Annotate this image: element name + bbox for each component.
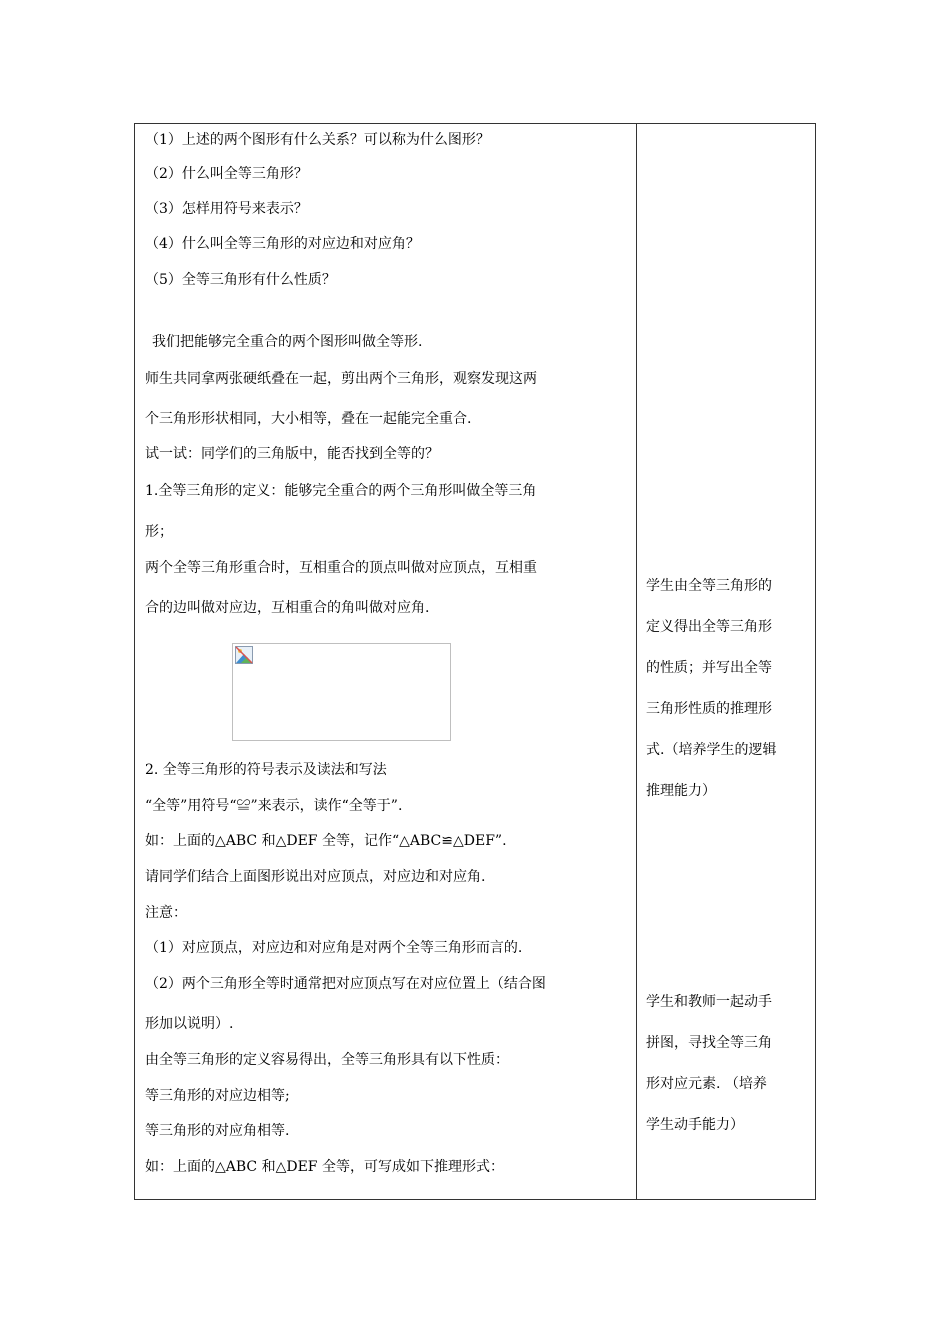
definition-line-2: 形；: [145, 524, 173, 540]
example-notation-line: 如：上面的△ABC 和△DEF 全等，记作“△ABC≌△DEF”.: [145, 833, 507, 849]
note-1: （1）对应顶点，对应边和对应角是对两个全等三角形而言的.: [145, 940, 523, 956]
try-it-line: 试一试：同学们的三角版中，能否找到全等的？: [145, 446, 439, 462]
side-note-1-line-6: 推理能力）: [646, 783, 716, 799]
note-2-line-2: 形加以说明）.: [145, 1016, 234, 1032]
side-note-1-line-1: 学生由全等三角形的: [646, 578, 772, 594]
instruction-line: 请同学们结合上面图形说出对应顶点，对应边和对应角.: [145, 869, 486, 885]
property-angles: 等三角形的对应角相等.: [145, 1123, 290, 1139]
side-note-1-line-4: 三角形性质的推理形: [646, 701, 772, 717]
side-note-2-line-2: 拼图，寻找全等三角: [646, 1035, 772, 1051]
activity-paragraph-line-1: 师生共同拿两张硬纸叠在一起，剪出两个三角形，观察发现这两: [145, 371, 537, 387]
question-3: （3）怎样用符号来表示？: [145, 201, 308, 217]
side-note-2-line-4: 学生动手能力）: [646, 1117, 744, 1133]
correspondence-line-2: 合的边叫做对应边，互相重合的角叫做对应角.: [145, 600, 430, 616]
side-note-1-line-5: 式.（培养学生的逻辑: [646, 742, 777, 758]
question-5: （5）全等三角形有什么性质？: [145, 272, 336, 288]
question-2: （2）什么叫全等三角形？: [145, 166, 308, 182]
figure-placeholder: [232, 643, 451, 741]
property-sides: 等三角形的对应边相等;: [145, 1088, 290, 1104]
note-label: 注意：: [145, 905, 187, 921]
section-2-heading: 2. 全等三角形的符号表示及读法和写法: [145, 762, 387, 778]
note-2-line-1: （2）两个三角形全等时通常把对应顶点写在对应位置上（结合图: [145, 976, 546, 992]
side-note-2-line-3: 形对应元素. （培养: [646, 1076, 767, 1092]
question-1: （1）上述的两个图形有什么关系？可以称为什么图形？: [145, 132, 490, 148]
correspondence-line-1: 两个全等三角形重合时，互相重合的顶点叫做对应顶点，互相重: [145, 560, 537, 576]
property-intro: 由全等三角形的定义容易得出，全等三角形具有以下性质：: [145, 1052, 509, 1068]
symbol-line: “全等”用符号“≌”来表示，读作“全等于”.: [145, 798, 403, 814]
broken-image-icon: [235, 646, 253, 664]
definition-congruent-shapes: 我们把能够完全重合的两个图形叫做全等形.: [152, 334, 423, 350]
activity-paragraph-line-2: 个三角形形状相同，大小相等，叠在一起能完全重合.: [145, 411, 472, 427]
question-4: （4）什么叫全等三角形的对应边和对应角？: [145, 236, 420, 252]
side-note-1-line-2: 定义得出全等三角形: [646, 619, 772, 635]
side-note-2-line-1: 学生和教师一起动手: [646, 994, 772, 1010]
side-note-1-line-3: 的性质；并写出全等: [646, 660, 772, 676]
column-divider: [636, 123, 637, 1200]
definition-line-1: 1.全等三角形的定义：能够完全重合的两个三角形叫做全等三角: [145, 483, 537, 499]
reasoning-example: 如：上面的△ABC 和△DEF 全等，可写成如下推理形式：: [145, 1159, 504, 1175]
